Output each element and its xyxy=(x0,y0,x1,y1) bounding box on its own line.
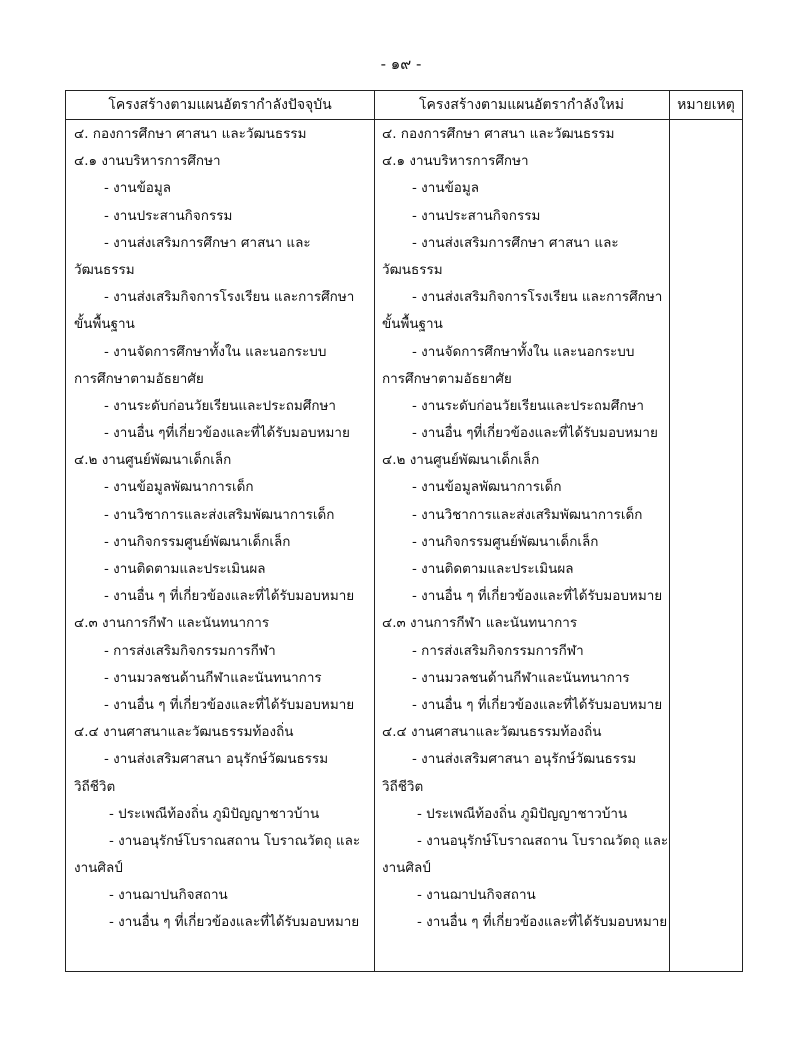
structure-line: วัฒนธรรม xyxy=(74,261,135,278)
structure-line: - งานอื่น ๆที่เกี่ยวข้องและที่ได้รับมอบหมาย xyxy=(104,425,350,442)
column-divider xyxy=(669,91,670,971)
structure-line: - งานจัดการศึกษาทั้งใน และนอกระบบ xyxy=(412,343,635,360)
structure-line: - งานฌาปนกิจสถาน xyxy=(417,887,536,904)
structure-line: วิถีชีวิต xyxy=(382,778,424,795)
structure-line: - งานส่งเสริมกิจการโรงเรียน และการศึกษา xyxy=(412,289,663,306)
structure-comparison-table xyxy=(65,90,743,972)
structure-line: - ประเพณีท้องถิ่น ภูมิปัญญาชาวบ้าน xyxy=(109,805,320,822)
structure-line: - งานติดตามและประเมินผล xyxy=(104,561,266,577)
structure-line: ๔.๒ งานศูนย์พัฒนาเด็กเล็ก xyxy=(382,452,540,469)
structure-line: การศึกษาตามอัธยาศัย xyxy=(74,370,204,387)
structure-line: - งานกิจกรรมศูนย์พัฒนาเด็กเล็ก xyxy=(412,533,599,550)
structure-line: - งานระดับก่อนวัยเรียนและประถมศึกษา xyxy=(104,397,336,414)
structure-line: - งานอื่น ๆ ที่เกี่ยวข้องและที่ได้รับมอบหมาย xyxy=(417,914,668,931)
structure-line: ๔. กองการศึกษา ศาสนา และวัฒนธรรม xyxy=(382,126,615,142)
page-number: - ๑๙ - xyxy=(380,55,422,73)
structure-line: วิถีชีวิต xyxy=(74,778,116,795)
structure-line: ๔. กองการศึกษา ศาสนา และวัฒนธรรม xyxy=(74,126,307,142)
structure-line: - งานอนุรักษ์โบราณสถาน โบราณวัตถุ และ xyxy=(109,832,361,849)
structure-line: - งานส่งเสริมการศึกษา ศาสนา และ xyxy=(412,234,619,251)
structure-line: - การส่งเสริมกิจกรรมการกีฬา xyxy=(104,642,276,659)
structure-line: - งานส่งเสริมศาสนา อนุรักษ์วัฒนธรรม xyxy=(104,751,329,768)
new-structure-column xyxy=(382,121,667,937)
structure-line: - งานประสานกิจกรรม xyxy=(412,207,541,224)
structure-line: วัฒนธรรม xyxy=(382,261,443,278)
column-divider xyxy=(374,91,375,971)
header-divider xyxy=(66,119,742,120)
header-new-structure: โครงสร้างตามแผนอัตรากำลังใหม่ xyxy=(419,97,624,113)
structure-line: - งานมวลชนด้านกีฬาและนันทนาการ xyxy=(412,669,630,686)
structure-line: ๔.๔ งานศาสนาและวัฒนธรรมท้องถิ่น xyxy=(382,724,602,741)
structure-line: - งานอื่น ๆที่เกี่ยวข้องและที่ได้รับมอบหมาย xyxy=(412,425,658,442)
structure-line: ๔.๔ งานศาสนาและวัฒนธรรมท้องถิ่น xyxy=(74,724,294,741)
structure-line: - งานกิจกรรมศูนย์พัฒนาเด็กเล็ก xyxy=(104,533,291,550)
structure-line: - งานอื่น ๆ ที่เกี่ยวข้องและที่ได้รับมอบหมาย xyxy=(412,588,663,605)
structure-line: งานศิลป์ xyxy=(382,860,431,877)
structure-line: - การส่งเสริมกิจกรรมการกีฬา xyxy=(412,642,584,659)
structure-line: - งานอื่น ๆ ที่เกี่ยวข้องและที่ได้รับมอบหมาย xyxy=(412,696,663,713)
structure-line: - งานข้อมูล xyxy=(412,180,480,197)
structure-line: ๔.๓ งานการกีฬา และนันทนาการ xyxy=(74,615,270,632)
structure-line: - งานติดตามและประเมินผล xyxy=(412,561,574,577)
structure-line: - งานส่งเสริมการศึกษา ศาสนา และ xyxy=(104,234,311,251)
structure-line: - งานประสานกิจกรรม xyxy=(104,207,233,224)
structure-line: การศึกษาตามอัธยาศัย xyxy=(382,370,512,387)
structure-line: - งานอื่น ๆ ที่เกี่ยวข้องและที่ได้รับมอบหมาย xyxy=(104,696,355,713)
structure-line: - งานข้อมูลพัฒนาการเด็ก xyxy=(412,479,562,496)
structure-line: ๔.๓ งานการกีฬา และนันทนาการ xyxy=(382,615,578,632)
structure-line: ๔.๒ งานศูนย์พัฒนาเด็กเล็ก xyxy=(74,452,232,469)
structure-line: - งานฌาปนกิจสถาน xyxy=(109,887,228,904)
structure-line: - งานวิชาการและส่งเสริมพัฒนาการเด็ก xyxy=(104,506,335,523)
structure-line: - งานอื่น ๆ ที่เกี่ยวข้องและที่ได้รับมอบหมาย xyxy=(109,914,360,931)
structure-line: - งานข้อมูล xyxy=(104,180,172,197)
structure-line: ขั้นพื้นฐาน xyxy=(74,316,135,333)
structure-line: - งานมวลชนด้านกีฬาและนันทนาการ xyxy=(104,669,322,686)
header-current-structure: โครงสร้างตามแผนอัตรากำลังปัจจุบัน xyxy=(108,97,332,113)
header-remark: หมายเหตุ xyxy=(677,97,735,113)
structure-line: - งานจัดการศึกษาทั้งใน และนอกระบบ xyxy=(104,343,327,360)
structure-line: งานศิลป์ xyxy=(74,860,123,877)
structure-line: - งานวิชาการและส่งเสริมพัฒนาการเด็ก xyxy=(412,506,643,523)
structure-line: ๔.๑ งานบริหารการศึกษา xyxy=(382,153,529,170)
structure-line: ๔.๑ งานบริหารการศึกษา xyxy=(74,153,221,170)
structure-line: - งานระดับก่อนวัยเรียนและประถมศึกษา xyxy=(412,397,644,414)
current-structure-column xyxy=(74,121,372,937)
structure-line: - งานอนุรักษ์โบราณสถาน โบราณวัตถุ และ xyxy=(417,832,669,849)
structure-line: - งานอื่น ๆ ที่เกี่ยวข้องและที่ได้รับมอบหมาย xyxy=(104,588,355,605)
structure-line: - งานข้อมูลพัฒนาการเด็ก xyxy=(104,479,254,496)
structure-line: - งานส่งเสริมกิจการโรงเรียน และการศึกษา xyxy=(104,289,355,306)
structure-line: - งานส่งเสริมศาสนา อนุรักษ์วัฒนธรรม xyxy=(412,751,637,768)
structure-line: - ประเพณีท้องถิ่น ภูมิปัญญาชาวบ้าน xyxy=(417,805,628,822)
structure-line: ขั้นพื้นฐาน xyxy=(382,316,443,333)
